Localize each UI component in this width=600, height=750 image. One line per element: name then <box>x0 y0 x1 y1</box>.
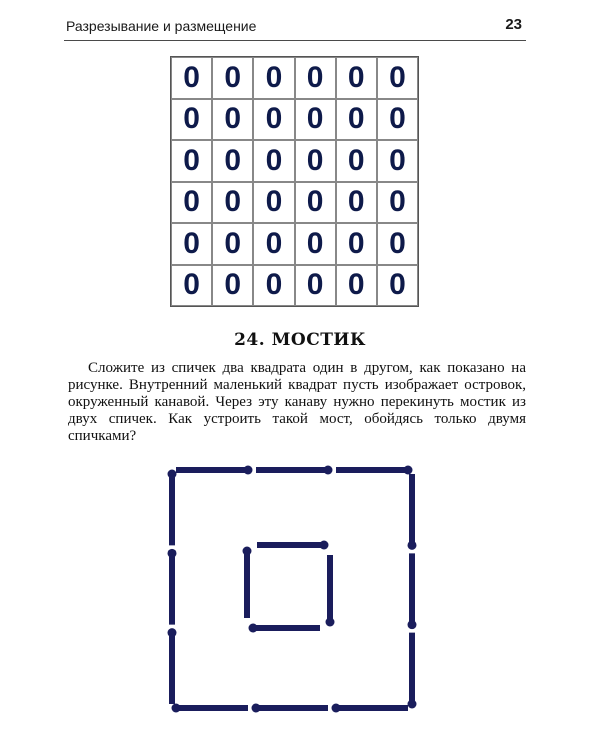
grid-cell: 0 <box>377 99 418 141</box>
grid-cell: 0 <box>377 140 418 182</box>
grid-cell: 0 <box>336 140 377 182</box>
page-header <box>64 14 526 41</box>
grid-cell: 0 <box>171 140 212 182</box>
grid-cell: 0 <box>295 265 336 307</box>
grid-cell: 0 <box>295 99 336 141</box>
match-grid <box>170 56 419 307</box>
inner-left-match <box>243 547 252 619</box>
grid-cell: 0 <box>212 99 253 141</box>
outer-left-match <box>168 549 177 625</box>
grid-cell: 0 <box>295 57 336 99</box>
grid-cell: 0 <box>295 182 336 224</box>
grid-cell: 0 <box>171 265 212 307</box>
inner-right-match <box>326 555 335 627</box>
outer-right-match <box>408 474 417 550</box>
outer-top-match <box>256 466 333 475</box>
section-title: Разрезывание и размещение <box>66 18 257 34</box>
grid-cell: 0 <box>336 99 377 141</box>
grid-cell: 0 <box>253 140 294 182</box>
grid-cell: 0 <box>253 265 294 307</box>
outer-top-match <box>336 466 413 475</box>
page-number: 23 <box>505 16 522 33</box>
grid-cell: 0 <box>336 223 377 265</box>
inner-top-match <box>257 541 329 550</box>
grid-cell: 0 <box>336 57 377 99</box>
grid-cell: 0 <box>171 57 212 99</box>
outer-top-match <box>176 466 253 475</box>
grid-cell: 0 <box>171 223 212 265</box>
puzzle-title: 24. МОСТИК <box>234 330 366 350</box>
outer-right-match <box>408 553 417 629</box>
outer-left-match <box>168 628 177 704</box>
grid-cell: 0 <box>253 223 294 265</box>
puzzle-text: Сложите из спичек два квадрата один в другом, как показано на рисунке. Внутренний маленький квадрат пусть изображает островок, окруженный канавой. Через эту канаву нужно перекинуть мостик из двух спичек. Как устроить такой мост, обойдясь только двумя спичками? <box>68 360 526 444</box>
outer-right-match <box>408 633 417 709</box>
grid-cell: 0 <box>253 182 294 224</box>
grid-cell: 0 <box>377 182 418 224</box>
grid-cell: 0 <box>212 140 253 182</box>
grid-cell: 0 <box>377 265 418 307</box>
grid-cell: 0 <box>171 182 212 224</box>
outer-bottom-match <box>172 704 249 713</box>
outer-left-match <box>168 470 177 546</box>
outer-bottom-match <box>332 704 409 713</box>
grid-cell: 0 <box>253 57 294 99</box>
grid-cell: 0 <box>336 265 377 307</box>
inner-bottom-match <box>249 624 321 633</box>
grid-cell: 0 <box>212 182 253 224</box>
grid-cell: 0 <box>336 182 377 224</box>
grid-cell: 0 <box>253 99 294 141</box>
grid-cell: 0 <box>212 57 253 99</box>
grid-cell: 0 <box>377 57 418 99</box>
grid-cell: 0 <box>171 99 212 141</box>
match-squares-figure <box>150 455 430 720</box>
grid-cell: 0 <box>212 265 253 307</box>
grid-cell: 0 <box>295 223 336 265</box>
grid-cell: 0 <box>377 223 418 265</box>
grid-cell: 0 <box>212 223 253 265</box>
outer-bottom-match <box>252 704 329 713</box>
grid-cell: 0 <box>295 140 336 182</box>
